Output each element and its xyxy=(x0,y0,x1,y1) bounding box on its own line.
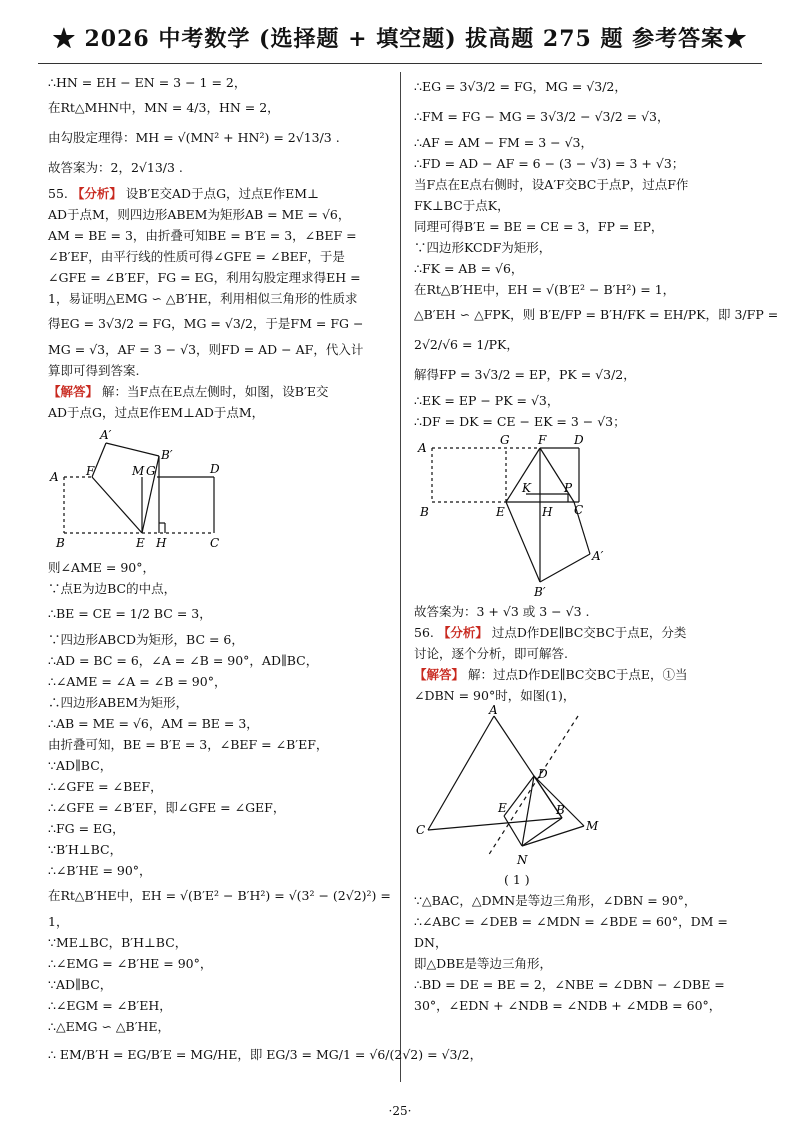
text-line: ∴AF = AM − FM = 3 − √3， xyxy=(414,135,594,150)
point-label: F xyxy=(538,433,547,447)
point-label: A xyxy=(50,470,59,484)
solution-tag: 【解答】 xyxy=(414,667,465,682)
point-label: H xyxy=(542,505,553,519)
column-divider xyxy=(400,72,401,1082)
text-line: 1，易证明△EMG ∽ △B′HE，利用相似三角形的性质求 xyxy=(48,291,358,306)
text-line: ∴FG = EG， xyxy=(48,821,125,836)
text-line: 则∠AME = 90°， xyxy=(48,560,156,575)
text-line: ∴BE = CE = 1/2 BC = 3， xyxy=(48,606,212,621)
point-label: A xyxy=(489,703,498,717)
q54-solution-end xyxy=(48,72,388,183)
point-label: F xyxy=(86,464,95,478)
text-line: 由勾股定理得：MH = √(MN² + HN²) = 2√13/3 . xyxy=(48,130,340,145)
point-label: E xyxy=(498,801,507,815)
q55-solution-cont xyxy=(414,72,779,622)
figure-fold-left xyxy=(48,425,248,555)
text-line: ∵四边形KCDF为矩形， xyxy=(414,240,552,255)
text-line: DN， xyxy=(414,935,448,950)
point-label: H xyxy=(156,536,167,550)
text-line: 当F点在E点右侧时，设A′F交BC于点P，过点F作 xyxy=(414,177,689,192)
text-line: MG = √3，AF = 3 − √3，则FD = AD − AF，代入计 xyxy=(48,342,364,357)
text-line: ∵AD∥BC， xyxy=(48,758,113,773)
text-line: 即△DBE是等边三角形， xyxy=(414,956,552,971)
solution-tag: 【解答】 xyxy=(48,384,99,399)
text-line: ∵四边形ABCD为矩形，BC = 6， xyxy=(48,632,244,647)
text-line: ∵B′H⊥BC， xyxy=(48,842,123,857)
text-line: 同理可得B′E = BE = CE = 3，FP = EP， xyxy=(414,219,664,234)
point-label: B xyxy=(56,536,65,550)
text-line: AD于点G，过点E作EM⊥AD于点M， xyxy=(48,405,265,420)
text-line: ∴FD = AD − AF = 6 − (3 − √3) = 3 + √3； xyxy=(414,156,685,171)
text-line: 算即可得到答案. xyxy=(48,363,140,378)
text-line: ∵点E为边BC的中点， xyxy=(48,581,177,596)
text-line: ∴HN = EH − EN = 3 − 1 = 2， xyxy=(48,75,247,90)
page-header: ★ 2026 中考数学 (选择题 + 填空题) 拔高题 275 题 参考答案★ xyxy=(52,26,748,52)
text-line: ∴∠EMG = ∠B′HE = 90°， xyxy=(48,956,213,971)
point-label: A xyxy=(418,441,427,455)
point-label: C xyxy=(210,536,220,550)
text-line: ∴EG = 3√3/2 = FG，MG = √3/2， xyxy=(414,79,627,94)
answer-line: 故答案为：3 + √3 或 3 − √3 . xyxy=(414,604,590,619)
q56 xyxy=(414,622,754,1016)
page-number: ·25· xyxy=(388,1104,412,1118)
point-label: K xyxy=(522,481,531,495)
text-line: ∵ME⊥BC，B′H⊥BC， xyxy=(48,935,188,950)
analysis-tag: 【分析】 xyxy=(437,625,488,640)
point-label: D xyxy=(210,462,220,476)
text-line: ∴ EM/B′H = EG/B′E = MG/HE，即 EG/3 = MG/1 = √6/(2√2) = √3/2， xyxy=(48,1047,483,1062)
point-label: G xyxy=(146,464,156,478)
point-label: D xyxy=(574,433,584,447)
text-line: ∴EK = EP − PK = √3， xyxy=(414,393,560,408)
point-label: C xyxy=(574,503,584,517)
text-line: 1， xyxy=(48,914,69,929)
text-line: 30°，∠EDN + ∠NDB = ∠NDB + ∠MDB = 60°， xyxy=(414,998,722,1013)
analysis-tag: 【分析】 xyxy=(71,186,122,201)
text-line: 解得FP = 3√3/2 = EP，PK = √3/2， xyxy=(414,367,636,382)
text-line: 讨论，逐个分析，即可解答. xyxy=(414,646,568,661)
q55-analysis xyxy=(48,183,388,381)
right-column xyxy=(414,72,779,1016)
text-line: ∵AD∥BC， xyxy=(48,977,113,992)
text-line: ∴△EMG ∽ △B′HE， xyxy=(48,1019,171,1034)
text-line: AM = BE = 3，由折叠可知BE = B′E = 3，∠BEF = xyxy=(48,228,357,243)
point-label: C xyxy=(416,823,426,837)
text-line: 设B′E交AD于点G，过点E作EM⊥ xyxy=(125,186,319,201)
text-line: ∠GFE = ∠B′EF，FG = EG，利用勾股定理求得EH = xyxy=(48,270,361,285)
text-line: ∴∠B′HE = 90°， xyxy=(48,863,152,878)
figure-equilateral-triangles xyxy=(414,703,634,868)
text-line: ∴BD = DE = BE = 2，∠NBE = ∠DBN − ∠DBE = xyxy=(414,977,725,992)
figure-caption: ( 1 ) xyxy=(504,872,530,887)
point-label: G xyxy=(500,433,510,447)
text-line: 由折叠可知，BE = B′E = 3，∠BEF = ∠B′EF， xyxy=(48,737,329,752)
point-label: B xyxy=(420,505,429,519)
text-line: ∠B′EF，由平行线的性质可得∠GFE = ∠BEF，于是 xyxy=(48,249,345,264)
text-line: 2√2/√6 = 1/PK， xyxy=(414,337,519,352)
text-line: ∴FK = AB = √6， xyxy=(414,261,524,276)
question-number: 55. xyxy=(48,186,68,201)
point-label: M xyxy=(132,464,145,478)
text-line: ∴DF = DK = CE − EK = 3 − √3； xyxy=(414,414,626,429)
text-line: ∴∠ABC = ∠DEB = ∠MDN = ∠BDE = 60°，DM = xyxy=(414,914,728,929)
figure-fold-right xyxy=(414,434,634,599)
point-label: P xyxy=(564,481,573,495)
text-line: 在Rt△B′HE中，EH = √(B′E² − B′H²) = √(3² − (2√2)²) = xyxy=(48,888,391,903)
point-label: B xyxy=(556,803,565,817)
text-line: 解：当F点在E点左侧时，如图，设B′E交 xyxy=(102,384,329,399)
text-line: ∵△BAC，△DMN是等边三角形，∠DBN = 90°， xyxy=(414,893,697,908)
text-line: ∴∠AME = ∠A = ∠B = 90°， xyxy=(48,674,227,689)
question-number: 56. xyxy=(414,625,434,640)
point-label: M xyxy=(586,819,599,833)
text-line: 解：过点D作DE∥BC交BC于点E，①当 xyxy=(468,667,688,682)
text-line: ∴∠GFE = ∠BEF， xyxy=(48,779,163,794)
text-line: 在Rt△MHN中，MN = 4/3，HN = 2， xyxy=(48,100,280,115)
point-label: B′ xyxy=(534,585,546,599)
text-line: ∴四边形ABEM为矩形， xyxy=(48,695,189,710)
text-line: 在Rt△B′HE中，EH = √(B′E² − B′H²) = 1， xyxy=(414,282,676,297)
point-label: E xyxy=(496,505,505,519)
text-line: ∴AD = BC = 6，∠A = ∠B = 90°，AD∥BC， xyxy=(48,653,319,668)
text-line: ∠DBN = 90°时，如图(1)， xyxy=(414,688,576,703)
text-line: FK⊥BC于点K， xyxy=(414,198,510,213)
point-label: N xyxy=(517,853,528,867)
text-line: 过点D作DE∥BC交BC于点E，分类 xyxy=(491,625,687,640)
point-label: B′ xyxy=(161,448,173,462)
point-label: E xyxy=(136,536,145,550)
text-line: ∴∠GFE = ∠B′EF，即∠GFE = ∠GEF， xyxy=(48,800,286,815)
text-line: ∴FM = FG − MG = 3√3/2 − √3/2 = √3， xyxy=(414,109,670,124)
text-line: 得EG = 3√3/2 = FG，MG = √3/2，于是FM = FG − xyxy=(48,316,364,331)
point-label: A′ xyxy=(592,549,604,563)
text-line: AD于点M，则四边形ABEM为矩形AB = ME = √6， xyxy=(48,207,351,222)
text-line: ∴∠EGM = ∠B′EH， xyxy=(48,998,172,1013)
point-label: A′ xyxy=(100,428,112,442)
text-line: △B′EH ∽ △FPK，则 B′E/FP = B′H/FK = EH/PK，即 3/FP = xyxy=(414,307,779,322)
point-label: D xyxy=(538,767,548,781)
header-divider xyxy=(38,63,762,64)
text-line: ∴AB = ME = √6，AM = BE = 3， xyxy=(48,716,259,731)
text-line: 故答案为：2，2√13/3 . xyxy=(48,160,183,175)
